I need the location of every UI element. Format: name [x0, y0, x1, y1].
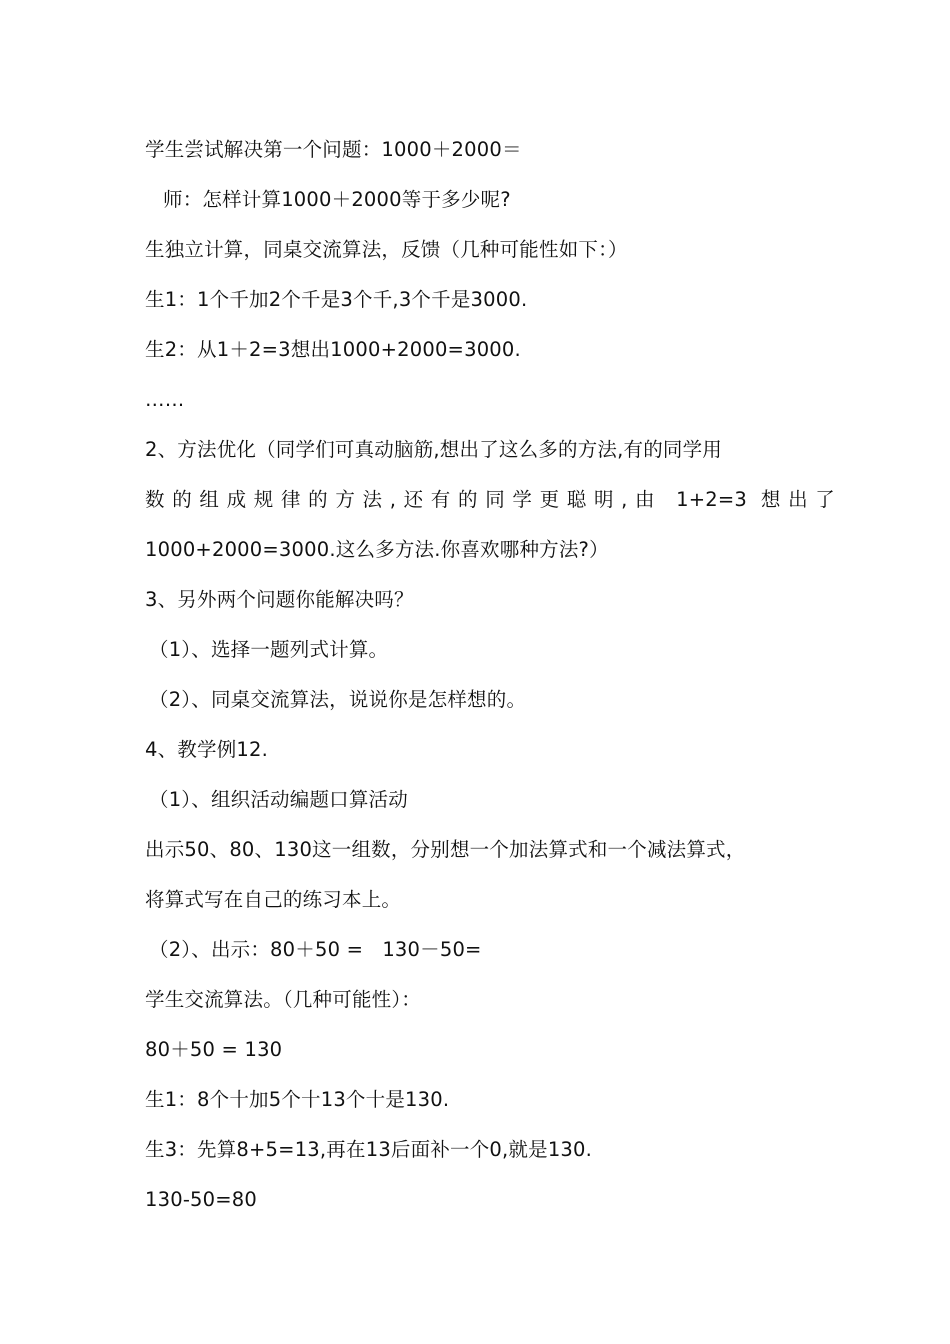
paragraph-line: 师：怎样计算1000＋2000等于多少呢? [163, 188, 511, 211]
paragraph-line: 学生尝试解决第一个问题：1000＋2000＝ [145, 138, 522, 161]
paragraph-line: 生1：1个千加2个千是3个千,3个千是3000. [145, 288, 528, 311]
section-heading: 4、教学例12. [145, 738, 269, 761]
section-heading: 3、另外两个问题你能解决吗？ [145, 588, 414, 611]
paragraph-line: （2）、同桌交流算法，说说你是怎样想的。 [149, 688, 527, 711]
paragraph-line: 生3：先算8+5=13,再在13后面补一个0,就是130. [145, 1138, 593, 1161]
paragraph-line: （1）、选择一题列式计算。 [149, 638, 389, 661]
paragraph-line: 1000+2000=3000.这么多方法.你喜欢哪种方法?） [145, 538, 609, 561]
paragraph-line: 2、方法优化（同学们可真动脑筋,想出了这么多的方法,有的同学用 [145, 438, 723, 461]
paragraph-line: 学生交流算法。（几种可能性）： [145, 988, 422, 1011]
equation-line: 80＋50 = 130 [145, 1038, 283, 1061]
paragraph-line: （1）、组织活动编题口算活动 [149, 788, 408, 811]
paragraph-line: 将算式写在自己的练习本上。 [145, 888, 402, 911]
paragraph-line: 生独立计算，同桌交流算法，反馈（几种可能性如下：） [145, 238, 628, 261]
equation-line: 130-50=80 [145, 1188, 258, 1211]
paragraph-line: 生2：从1＋2=3想出1000+2000=3000. [145, 338, 521, 361]
paragraph-line: 数的组成规律的方法,还有的同学更聪明,由 1+2=3 想出了 [145, 488, 835, 511]
paragraph-line: （2）、出示：80＋50 = 130－50= [149, 938, 482, 961]
paragraph-line: 出示50、80、130这一组数，分别想一个加法算式和一个减法算式， [145, 838, 746, 861]
paragraph-line: 生1：8个十加5个十13个十是130. [145, 1088, 450, 1111]
ellipsis-line: …… [145, 388, 185, 411]
